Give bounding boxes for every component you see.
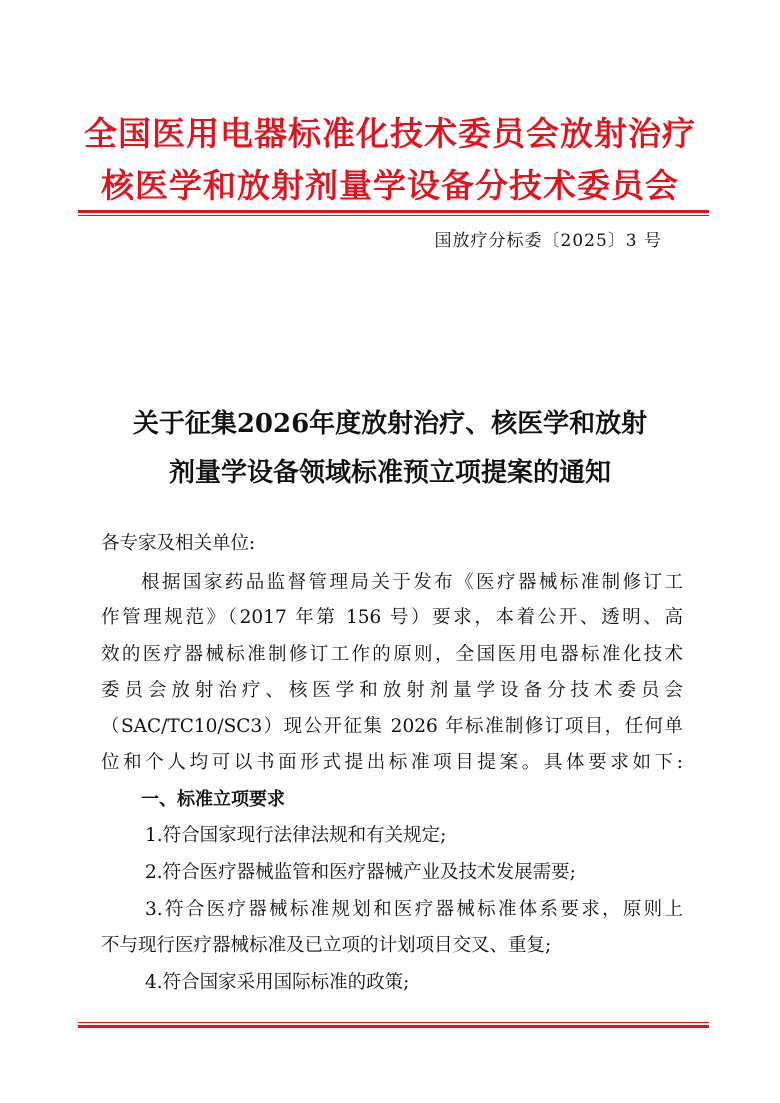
notice-title-line-2: 剂量学设备领域标准预立项提案的通知 bbox=[168, 458, 611, 488]
paragraph-line: （SAC/TC10/SC3）现公开征集 2026 年标准制修订项目，任何单 bbox=[101, 716, 683, 737]
footer-rule-thin bbox=[78, 1022, 709, 1023]
committee-name-line-2: 核医学和放射剂量学设备分技术委员会 bbox=[101, 166, 679, 205]
notice-title-line-1: 关于征集2026年度放射治疗、核医学和放射 bbox=[132, 409, 648, 439]
paragraph-line: 效的医疗器械标准制修订工作的原则，全国医用电器标准化技术 bbox=[101, 644, 683, 665]
paragraph-line: 委员会放射治疗、核医学和放射剂量学设备分技术委员会 bbox=[101, 680, 683, 701]
list-item: 1.符合国家现行法律法规和有关规定; bbox=[145, 825, 447, 846]
list-item-continuation: 不与现行医疗器械标准及已立项的计划项目交叉、重复; bbox=[101, 935, 552, 956]
committee-name-line-1: 全国医用电器标准化技术委员会放射治疗 bbox=[84, 114, 696, 153]
footer-rule-thick bbox=[78, 1025, 709, 1028]
list-item: 2.符合医疗器械监管和医疗器械产业及技术发展需要; bbox=[145, 862, 576, 883]
header-rule-thick bbox=[78, 210, 709, 213]
paragraph-line: 作管理规范》（2017 年第 156 号）要求，本着公开、透明、高 bbox=[101, 607, 683, 628]
list-item: 3.符合医疗器械标准规划和医疗器械标准体系要求，原则上 bbox=[145, 899, 683, 920]
paragraph-line: 位和个人均可以书面形式提出标准项目提案。具体要求如下: bbox=[101, 752, 683, 773]
paragraph-line: 根据国家药品监督管理局关于发布《医疗器械标准制修订工 bbox=[141, 572, 683, 593]
section-heading: 一、标准立项要求 bbox=[141, 789, 285, 810]
list-item: 4.符合国家采用国际标准的政策; bbox=[145, 972, 410, 993]
header-rule-thin bbox=[78, 215, 709, 216]
salutation: 各专家及相关单位: bbox=[101, 533, 256, 554]
document-number: 国放疗分标委〔2025〕3 号 bbox=[434, 231, 662, 251]
